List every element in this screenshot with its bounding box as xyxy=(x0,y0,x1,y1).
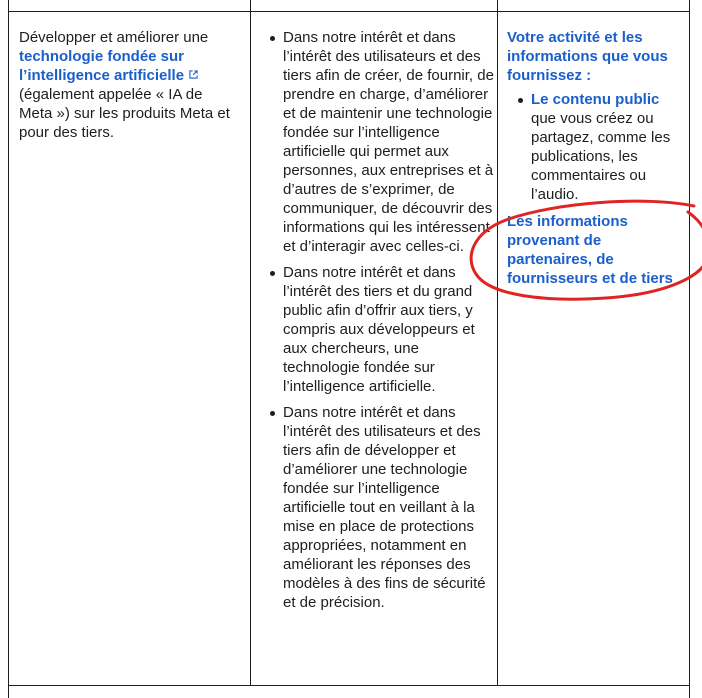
bullet-icon xyxy=(518,98,523,103)
external-link-icon xyxy=(189,70,198,79)
purpose-cell xyxy=(19,28,237,142)
purpose-text xyxy=(19,28,237,142)
partners-info-link[interactable]: Les informations provenant de partenaires, de fournisseurs et de tiers xyxy=(507,213,673,287)
table-border-right xyxy=(689,0,690,698)
row-top-border xyxy=(8,11,690,12)
information-heading: Votre activité et les informations que vous fournissez : xyxy=(507,29,668,84)
purpose-text-before: Développer et améliorer une xyxy=(19,29,209,46)
public-content-text: que vous créez ou partagez, comme les publications, les commentaires ou l’audio. xyxy=(531,110,671,203)
row-bottom-border xyxy=(8,685,690,686)
list-item: Dans notre intérêt et dans l’intérêt des utilisateurs et des tiers afin de créer, de fournir, de prendre en charge, d’améliorer et de maintenir une technologie fondée sur l’intelligence artificielle qui permet aux personnes, aux entreprises et à d’autres de s’exprimer, de communiquer, de découvrir des informations qui les intéressent et d’interagir avec celles-ci. xyxy=(268,28,494,256)
information-list xyxy=(507,90,687,204)
list-item: Dans notre intérêt et dans l’intérêt des tiers et du grand public afin d’offrir aux tiers, y compris aux développeurs et aux chercheurs, une technologie fondée sur l’intelligence artificielle. xyxy=(268,263,494,396)
table-border-left xyxy=(8,0,9,698)
bullet-icon xyxy=(270,36,275,41)
public-content-title[interactable]: Le contenu public xyxy=(531,91,660,108)
column-divider-1 xyxy=(250,0,251,686)
column-divider-2 xyxy=(497,0,498,686)
legal-basis-list xyxy=(268,28,494,612)
list-item xyxy=(507,90,687,204)
purpose-text-after: (également appelée « IA de Meta ») sur les produits Meta et pour des tiers. xyxy=(19,86,230,141)
list-item: Dans notre intérêt et dans l’intérêt des utilisateurs et des tiers afin de développer et d’améliorer une technologie fondée sur l’intelligence artificielle tout en veillant à la mise en place de protections appropriées, notamment en améliorant les réponses des modèles à des fins de sécurité et de précision. xyxy=(268,403,494,612)
bullet-icon xyxy=(270,411,275,416)
information-cell xyxy=(507,28,687,288)
ai-technology-link[interactable]: technologie fondée sur l’intelligence artificielle xyxy=(19,48,198,84)
legal-basis-cell xyxy=(268,28,494,619)
bullet-icon xyxy=(270,271,275,276)
